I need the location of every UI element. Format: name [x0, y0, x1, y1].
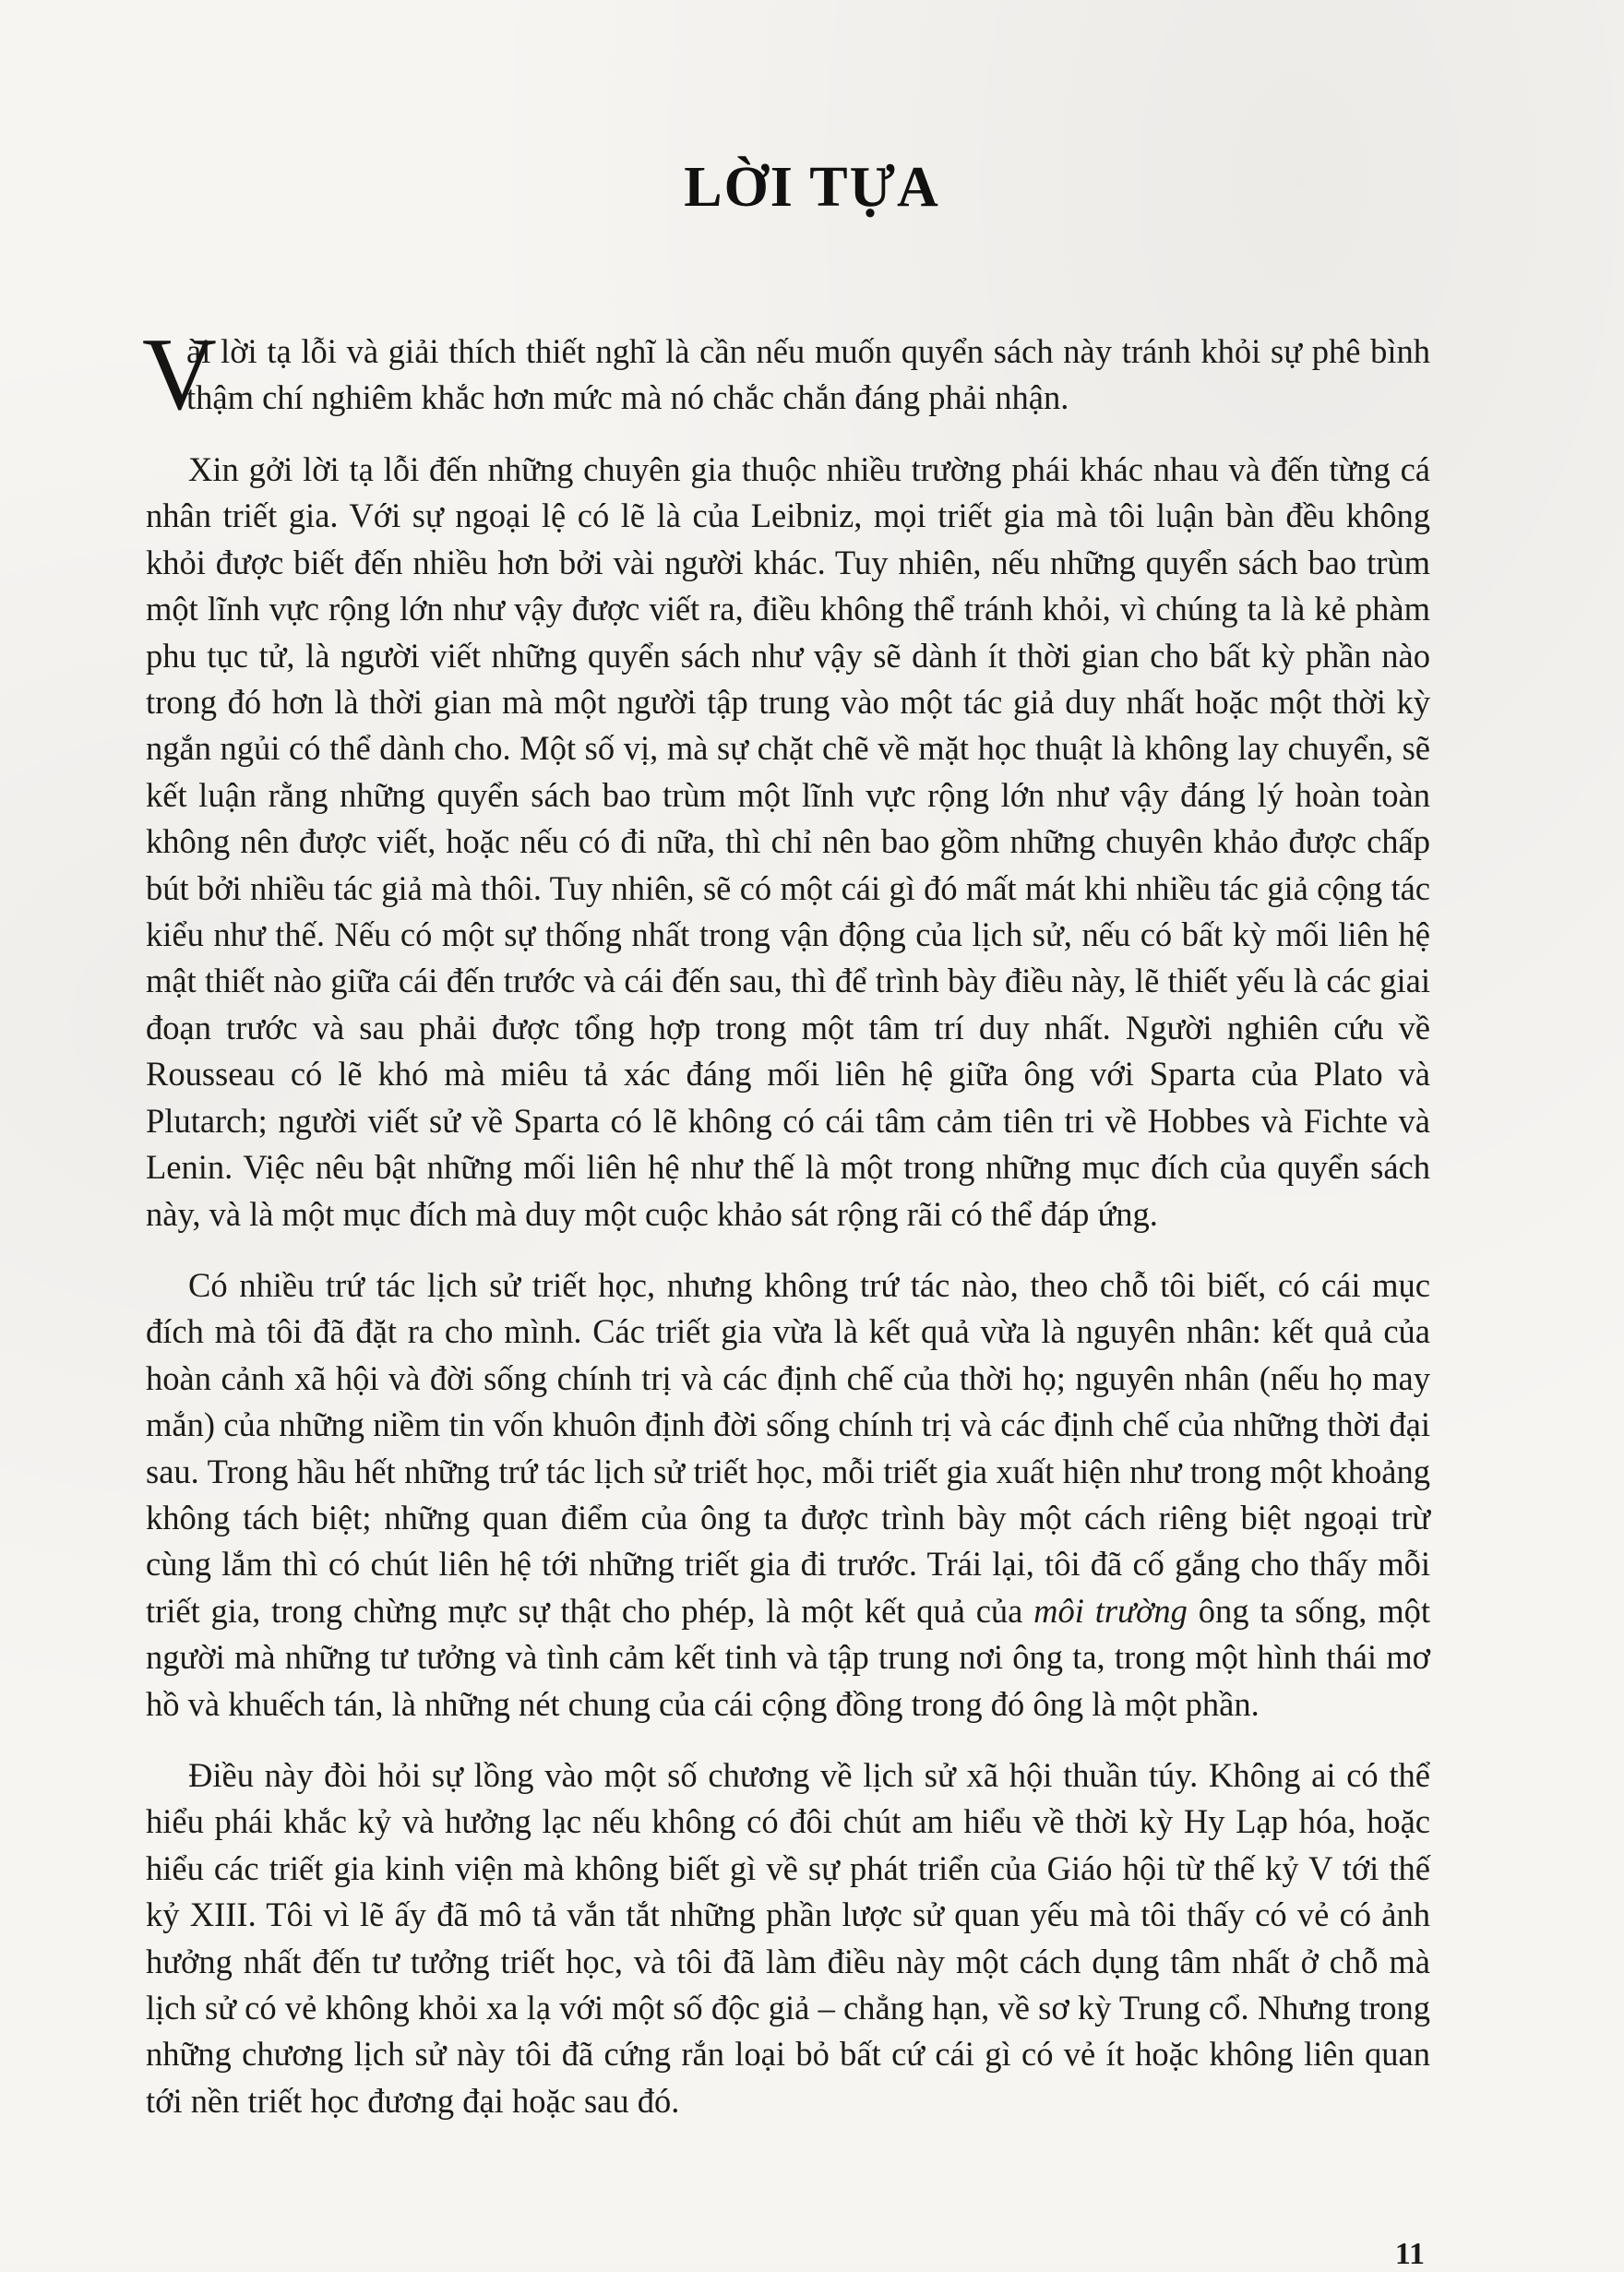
- paragraph-3: Điều này đòi hỏi sự lồng vào một số chương về lịch sử xã hội thuần túy. Không ai có thể hiểu phái khắc kỷ và hưởng lạc nếu không có đôi chút am hiểu về thời kỳ Hy Lạp hóa, hoặc hiểu các triết gia kinh viện mà không biết gì về sự phát triển của Giáo hội từ thế kỷ V tới thế kỷ XIII. Tôi vì lẽ ấy đã mô tả vắn tắt những phần lược sử quan yếu mà tôi thấy có vẻ có ảnh hưởng nhất đến tư tưởng triết học, và tôi đã làm điều này một cách dụng tâm nhất ở chỗ mà lịch sử có vẻ không khỏi xa lạ với một số độc giả – chẳng hạn, về sơ kỳ Trung cổ. Nhưng trong những chương lịch sử này tôi đã cứng rắn loại bỏ bất cứ cái gì có vẻ ít hoặc không liên quan tới nền triết học đương đại hoặc sau đó.: [146, 1755, 1430, 2120]
- intro-text: ài lời tạ lỗi và giải thích thiết nghĩ là cần nếu muốn quyển sách này tránh khỏi sự phê bình thậm chí nghiêm khắc hơn mức mà nó chắc chắn đáng phải nhận.: [186, 332, 1430, 416]
- drop-cap: V: [142, 317, 217, 432]
- page-title: LỜI TỰA: [684, 156, 940, 219]
- page-number: 11: [1394, 2237, 1425, 2271]
- paragraph-2-end: ông ta sống, một người mà những tư tưởng và tình cảm kết tinh và tập trung nơi ông ta, trong một hình thái mơ hồ và khuếch tán, là những nét chung của cái cộng đồng trong đó ông là một phần.: [146, 1591, 1430, 1723]
- paragraph-2: [146, 1262, 1430, 1728]
- emphasis-text: môi trường: [1033, 1591, 1188, 1630]
- paragraph-1: Xin gởi lời tạ lỗi đến những chuyên gia thuộc nhiều trường phái khác nhau và đến từng cá nhân triết gia. Với sự ngoại lệ có lẽ là của Leibniz, mọi triết gia mà tôi luận bàn đều không khỏi được biết đến nhiều hơn bởi vài người khác. Tuy nhiên, nếu những quyển sách bao trùm một lĩnh vực rộng lớn như vậy được viết ra, điều không thể tránh khỏi, vì chúng ta là kẻ phàm phu tục tử, là người viết những quyển sách như vậy sẽ dành ít thời gian cho bất kỳ phần nào trong đó hơn là thời gian mà một người tập trung vào một tác giả duy nhất hoặc một thời kỳ ngắn ngủi có thể dành cho. Một số vị, mà sự chặt chẽ về mặt học thuật là không lay chuyển, sẽ kết luận rằng những quyển sách bao trùm một lĩnh vực rộng lớn như vậy đáng lý hoàn toàn không nên được viết, hoặc nếu có đi nữa, thì chỉ nên bao gồm những chuyên khảo được chấp bút bởi nhiều tác giả mà thôi. Tuy nhiên, sẽ có một cái gì đó mất mát khi nhiều tác giả cộng tác kiểu như thế. Nếu có một sự thống nhất trong vận động của lịch sử, nếu có bất kỳ mối liên hệ mật thiết nào giữa cái đến trước và cái đến sau, thì để trình bày điều này, lẽ thiết yếu là các giai đoạn trước và sau phải được tổng hợp trong một tâm trí duy nhất. Người nghiên cứu về Rousseau có lẽ khó mà miêu tả xác đáng mối liên hệ giữa ông với Sparta của Plato và Plutarch; người viết sử về Sparta có lẽ không có cái tâm cảm tiên tri về Hobbes và Fichte và Lenin. Việc nêu bật những mối liên hệ như thế là một trong những mục đích của quyển sách này, và là một mục đích mà duy một cuộc khảo sát rộng rãi có thể đáp ứng.: [146, 450, 1430, 1233]
- intro-paragraph: [142, 317, 1430, 432]
- body-text: [142, 317, 1430, 2149]
- paragraph-2-start: Có nhiều trứ tác lịch sử triết học, nhưng không trứ tác nào, theo chỗ tôi biết, có cái mục đích mà tôi đã đặt ra cho mình. Các triết gia vừa là kết quả vừa là nguyên nhân: kết quả của hoàn cảnh xã hội và đời sống chính trị và các định chế của thời họ; nguyên nhân (nếu họ may mắn) của những niềm tin vốn khuôn định đời sống chính trị và các định chế của những thời đại sau. Trong hầu hết những trứ tác lịch sử triết học, mỗi triết gia xuất hiện như trong một khoảng không tách biệt; những quan điểm của ông ta được trình bày một cách riêng biệt ngoại trừ cùng lắm thì có chút liên hệ tới những triết gia đi trước. Trái lại, tôi đã cố gắng cho thấy mỗi triết gia, trong chừng mực sự thật cho phép, là một kết quả của: [146, 1265, 1430, 1630]
